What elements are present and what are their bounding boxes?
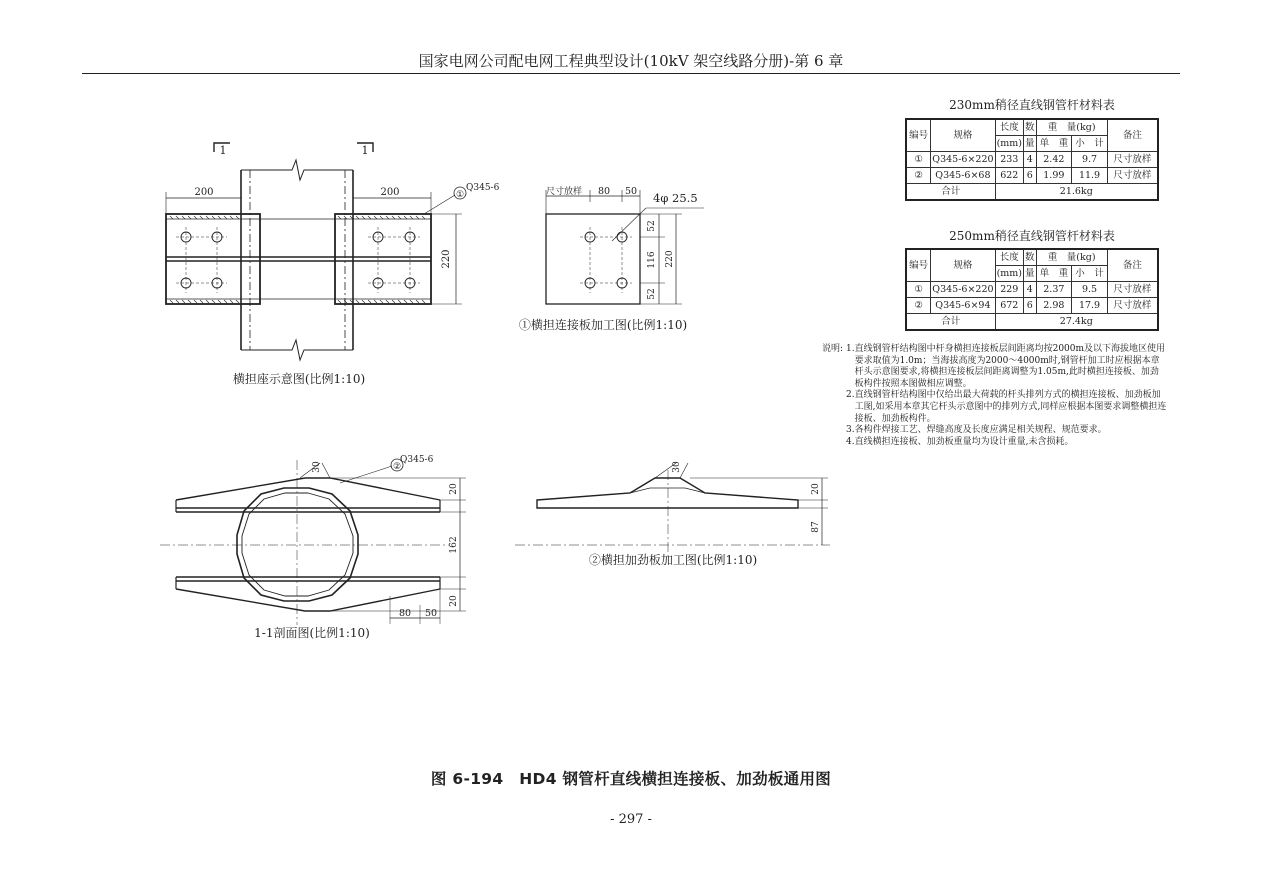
table-row bbox=[906, 282, 1158, 298]
plate-dim-d2: 50 bbox=[624, 186, 638, 197]
plate-hole-spec: 4φ 25.5 bbox=[653, 191, 698, 205]
th-length-a: 长度 bbox=[995, 249, 1023, 266]
cell-unit: 2.37 bbox=[1036, 282, 1072, 298]
cell-total-label: 合计 bbox=[906, 314, 995, 331]
section-part-number: ② bbox=[392, 462, 402, 472]
figure-caption: 图 6-194 HD4 钢管杆直线横担连接板、加劲板通用图 bbox=[430, 770, 832, 788]
th-qty-a: 数 bbox=[1024, 119, 1037, 136]
seat-dim-height: 220 bbox=[441, 249, 452, 269]
th-spec: 规格 bbox=[931, 249, 995, 282]
seat-caption: 横担座示意图(比例1:10) bbox=[232, 372, 366, 386]
th-no: 编号 bbox=[906, 249, 931, 282]
th-weight: 重 量(kg) bbox=[1036, 119, 1107, 136]
cell-remark: 尺寸放样 bbox=[1107, 152, 1158, 168]
cell-qty: 6 bbox=[1024, 168, 1037, 184]
cell-remark: 尺寸放样 bbox=[1107, 168, 1158, 184]
page-header-title: 国家电网公司配电网工程典型设计(10kV 架空线路分册)-第 6 章 bbox=[418, 52, 844, 70]
cell-no: ② bbox=[906, 298, 931, 314]
note-text: 直线钢管杆结构图中杆身横担连接板层间距离均按2000m及以下海拔地区使用要求取值为1.0m；当海拔高度为2000～4000m时,钢管杆加工时应根据本章杆头示意图要求,将横担连接板层间距离调整为1.05m,此时横担连接板、加劲板构件按照本图做相应调整。 bbox=[854, 344, 1166, 389]
cell-length: 622 bbox=[995, 168, 1023, 184]
table-row bbox=[906, 152, 1158, 168]
seat-part-number: ① bbox=[455, 190, 465, 200]
note-number: 1. bbox=[846, 344, 855, 354]
note-number: 3. bbox=[846, 425, 855, 436]
stiffener-plate-drawing bbox=[515, 463, 830, 560]
cell-no: ① bbox=[906, 152, 931, 168]
note-text: 各构件焊接工艺、焊缝高度及长度应满足相关规程、规范要求。 bbox=[854, 425, 1107, 436]
table-row bbox=[906, 168, 1158, 184]
cell-spec: Q345-6×68 bbox=[931, 168, 995, 184]
th-qty-b: 量 bbox=[1024, 266, 1037, 282]
table-230-title: 230mm稍径直线钢管杆材料表 bbox=[949, 98, 1115, 112]
section-dim-d2: 50 bbox=[424, 608, 438, 619]
note-number: 4. bbox=[846, 436, 855, 447]
th-spec: 规格 bbox=[931, 119, 995, 152]
th-qty-a: 数 bbox=[1024, 249, 1037, 266]
th-unit: 单 重 bbox=[1036, 136, 1072, 152]
material-table-230 bbox=[905, 118, 1159, 201]
cell-length: 233 bbox=[995, 152, 1023, 168]
notes-label: 说明: bbox=[822, 344, 844, 354]
seat-section-mark-left: 1 bbox=[219, 144, 227, 157]
th-length-b: (mm) bbox=[995, 136, 1023, 152]
section-dim-d1: 80 bbox=[398, 608, 412, 619]
table-total-row bbox=[906, 184, 1158, 201]
connection-plate-drawing bbox=[546, 190, 704, 304]
note-text: 直线横担连接板、加劲板重量均为设计重量,未含损耗。 bbox=[854, 436, 1074, 447]
plate-dim-d1: 80 bbox=[597, 186, 611, 197]
seat-part-label: Q345-6 bbox=[466, 183, 500, 193]
cell-length: 672 bbox=[995, 298, 1023, 314]
cell-qty: 6 bbox=[1024, 298, 1037, 314]
cell-spec: Q345-6×220 bbox=[931, 152, 995, 168]
th-length-a: 长度 bbox=[995, 119, 1023, 136]
th-unit: 单 重 bbox=[1036, 266, 1072, 282]
plate-dim-bottom: 52 bbox=[647, 288, 657, 300]
plate-dim-total: 220 bbox=[665, 250, 675, 268]
notes-block bbox=[822, 344, 1167, 448]
cell-qty: 4 bbox=[1024, 282, 1037, 298]
table-row bbox=[906, 298, 1158, 314]
note-item bbox=[822, 437, 1167, 449]
section-dim-middle: 162 bbox=[449, 536, 459, 554]
cell-length: 229 bbox=[995, 282, 1023, 298]
seat-dim-left-width: 200 bbox=[194, 187, 214, 198]
section-dim-angle: 30 bbox=[312, 461, 322, 473]
stiffener-dim-offset: 87 bbox=[811, 521, 821, 533]
page-number: - 297 - bbox=[610, 812, 652, 827]
cell-qty: 4 bbox=[1024, 152, 1037, 168]
cell-unit: 2.98 bbox=[1036, 298, 1072, 314]
th-length-b: (mm) bbox=[995, 266, 1023, 282]
cell-unit: 2.42 bbox=[1036, 152, 1072, 168]
table-250-title: 250mm稍径直线钢管杆材料表 bbox=[949, 229, 1115, 243]
section-dim-top: 20 bbox=[449, 483, 459, 495]
cell-spec: Q345-6×94 bbox=[931, 298, 995, 314]
seat-dim-right-width: 200 bbox=[380, 187, 400, 198]
note-item bbox=[822, 390, 1167, 425]
note-item bbox=[822, 425, 1167, 437]
seat-section-mark-right: 1 bbox=[361, 144, 369, 157]
table-total-row bbox=[906, 314, 1158, 331]
note-item bbox=[822, 344, 1167, 390]
cell-unit: 1.99 bbox=[1036, 168, 1072, 184]
th-subtotal: 小 计 bbox=[1072, 266, 1108, 282]
th-remark: 备注 bbox=[1107, 249, 1158, 282]
stiffener-caption: ②横担加劲板加工图(比例1:10) bbox=[588, 553, 758, 567]
cell-subtotal: 17.9 bbox=[1072, 298, 1108, 314]
cell-total-label: 合计 bbox=[906, 184, 995, 201]
cell-subtotal: 9.5 bbox=[1072, 282, 1108, 298]
th-subtotal: 小 计 bbox=[1072, 136, 1108, 152]
cell-no: ② bbox=[906, 168, 931, 184]
stiffener-dim-angle: 30 bbox=[672, 461, 682, 473]
stiffener-dim-height: 20 bbox=[811, 483, 821, 495]
note-number: 2. bbox=[846, 390, 855, 401]
th-no: 编号 bbox=[906, 119, 931, 152]
plate-note: 尺寸放样 bbox=[546, 187, 583, 197]
cell-subtotal: 11.9 bbox=[1072, 168, 1108, 184]
plate-dim-middle: 116 bbox=[647, 251, 657, 269]
cell-spec: Q345-6×220 bbox=[931, 282, 995, 298]
crossarm-seat-drawing bbox=[166, 143, 466, 360]
cell-total-value: 21.6kg bbox=[995, 184, 1158, 201]
section-part-label: Q345-6 bbox=[400, 455, 434, 465]
section-dim-bottom: 20 bbox=[449, 595, 459, 607]
cell-subtotal: 9.7 bbox=[1072, 152, 1108, 168]
cell-no: ① bbox=[906, 282, 931, 298]
cell-remark: 尺寸放样 bbox=[1107, 298, 1158, 314]
section-caption: 1-1剖面图(比例1:10) bbox=[254, 626, 370, 640]
note-text: 直线钢管杆结构图中仅给出最大荷载的杆头排列方式的横担连接板、加劲板加工图,如采用本章其它杆头示意图中的排列方式,同样应根据本图要求调整横担连接板、加劲板构件。 bbox=[854, 390, 1167, 424]
th-qty-b: 量 bbox=[1024, 136, 1037, 152]
th-remark: 备注 bbox=[1107, 119, 1158, 152]
th-weight: 重 量(kg) bbox=[1036, 249, 1107, 266]
section-1-1-drawing bbox=[160, 459, 466, 625]
material-table-250 bbox=[905, 248, 1159, 331]
plate-dim-top: 52 bbox=[647, 220, 657, 232]
plate-caption: ①横担连接板加工图(比例1:10) bbox=[518, 318, 688, 332]
cell-remark: 尺寸放样 bbox=[1107, 282, 1158, 298]
cell-total-value: 27.4kg bbox=[995, 314, 1158, 331]
